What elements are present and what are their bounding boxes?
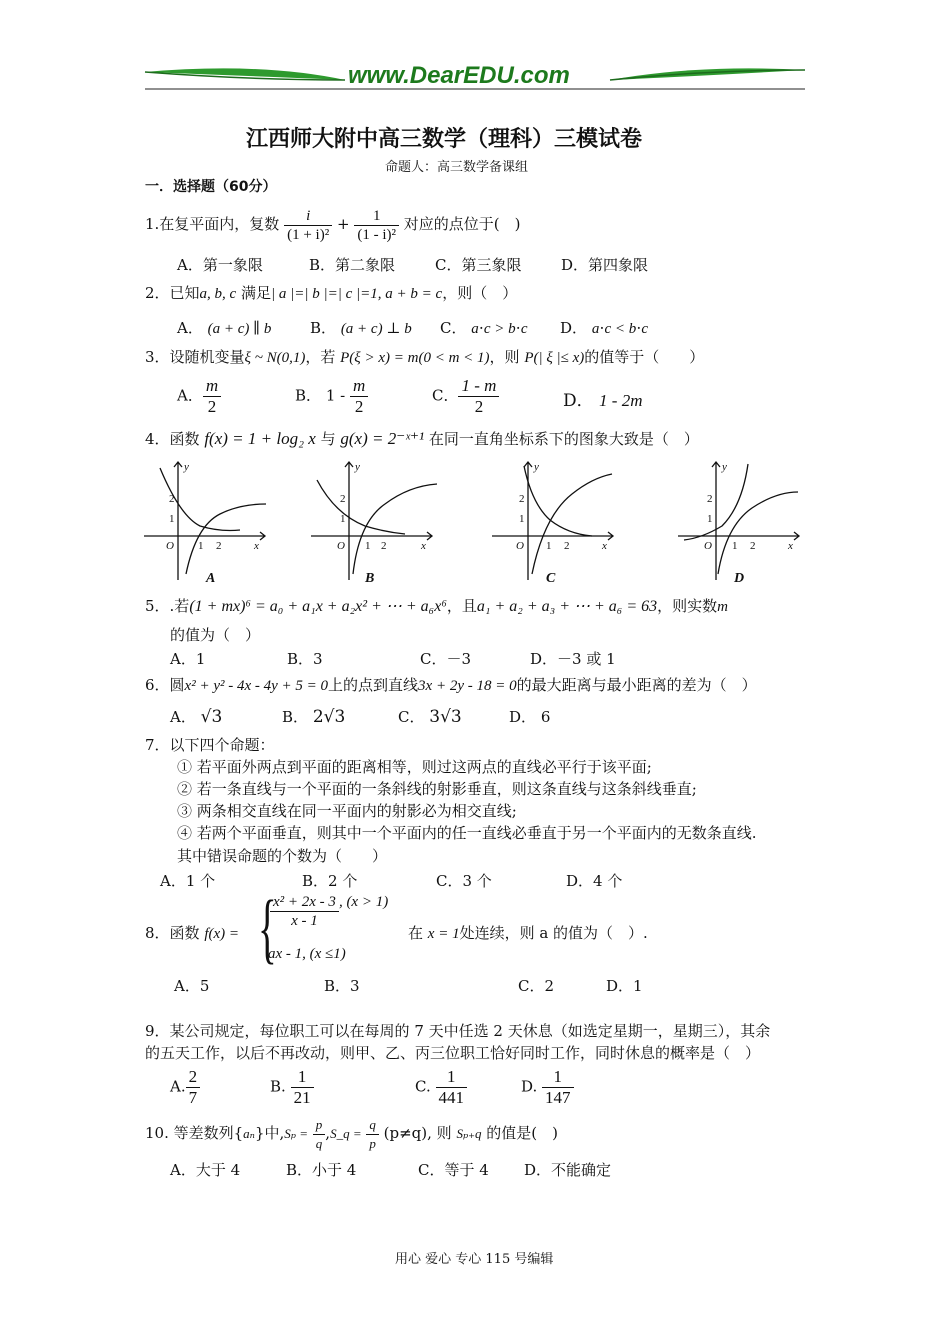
graph-c-tick-x1: 1 <box>546 540 552 552</box>
q8-case-2: ax - 1, (x ≤1) <box>268 946 346 962</box>
q8-f: f(x) = <box>204 926 240 942</box>
q8-option-a: A．5 <box>174 977 210 995</box>
q4-suffix: 在同一直角坐标系下的图象大致是（ ） <box>428 430 699 448</box>
page-footer: 用心 爱心 专心 115 号编辑 <box>395 1252 554 1267</box>
q7-stem: 7．以下四个命题： <box>145 736 275 754</box>
q2-option-d-expr: a⋅c < b⋅c <box>591 321 649 337</box>
q4-g: g(x) = 2⁻ˣ⁺¹ <box>340 429 425 448</box>
q9-option-b-label: B. <box>270 1077 286 1096</box>
q7-item-2: ② 若一条直线与一个平面的一条斜线的射影垂直，则这条直线与这条斜线垂直; <box>177 780 697 798</box>
q2-option-a-label: A． <box>177 319 203 337</box>
q9-option-c <box>415 1067 467 1108</box>
q5-var: m <box>717 599 728 615</box>
graph-a <box>140 456 280 588</box>
graph-d-letter: D <box>734 571 745 586</box>
q6-option-c-label: C． <box>398 708 425 726</box>
q8-point: x = 1 <box>427 926 460 942</box>
q1-suffix: 对应的点位于( ) <box>403 215 521 233</box>
q6-option-b <box>282 706 345 727</box>
q3-b-num: m <box>350 376 368 397</box>
q2-prefix: 2．已知 <box>145 284 200 302</box>
q9-option-c-label: C. <box>415 1077 431 1096</box>
q5-option-b: B．3 <box>287 650 323 668</box>
q5-option-d: D．－3 或 1 <box>530 650 616 668</box>
graph-d-tick-y2: 2 <box>707 493 713 505</box>
q4-mid: 与 <box>320 430 336 448</box>
graph-b <box>305 456 445 588</box>
q6-option-a-expr: √3 <box>200 707 223 727</box>
q1-f2-den: (1 - i)² <box>357 226 397 243</box>
q8-option-b: B．3 <box>324 977 360 995</box>
q8-suffix-group <box>408 922 648 943</box>
q10-option-c: C．等于 4 <box>418 1161 489 1179</box>
q9-option-a-label: A. <box>170 1077 186 1096</box>
q10-cond: (p≠q), 则 <box>383 1124 452 1142</box>
q6-prefix: 6．圆 <box>145 676 185 694</box>
q3-option-a-frac <box>203 376 221 417</box>
question-10 <box>145 1114 558 1153</box>
graph-c-x-label: x <box>602 540 607 552</box>
q9-line-2: 的五天工作，以后不再改动，则甲、乙、丙三位职工恰好同时工作，同时休息的概率是（ ） <box>145 1044 761 1062</box>
q10-prefix: 10. 等差数列{ <box>145 1124 244 1142</box>
q9-option-d-label: D. <box>521 1077 538 1096</box>
q2-suffix: ，则（ ） <box>442 284 518 302</box>
q10-sp-num: p <box>313 1116 326 1135</box>
question-4 <box>145 428 699 449</box>
q6-option-c-expr: 3√3 <box>429 707 462 727</box>
q10-sq-num: q <box>366 1116 379 1135</box>
section-heading: 一．选择题（60分） <box>145 179 277 195</box>
question-1 <box>145 200 521 248</box>
q3-mid: ，若 <box>305 348 336 366</box>
graph-d-tick-y1: 1 <box>707 513 713 525</box>
graph-c-tick-y1: 1 <box>519 513 525 525</box>
graph-a-y-label: y <box>184 461 189 473</box>
q5-expr: (1 + mx)⁶ = a₀ + a₁x + a₂x² + ⋯ + a₆x⁶ <box>189 598 447 615</box>
q9-a-num: 2 <box>186 1067 201 1088</box>
q8-option-d: D．1 <box>606 977 643 995</box>
q9-b-num: 1 <box>291 1067 314 1088</box>
q3-option-b-label: B． <box>295 386 322 405</box>
q2-option-b <box>310 317 412 338</box>
graph-a-tick-y2: 2 <box>169 493 175 505</box>
q9-a-den: 7 <box>188 1088 198 1107</box>
q2-vars: a, b, c <box>199 286 237 302</box>
q5-prefix: 5．.若 <box>145 597 190 615</box>
q1-option-a: A．第一象限 <box>177 256 263 274</box>
graph-b-letter: B <box>365 571 375 586</box>
q8-mid: 在 <box>408 924 424 942</box>
q9-option-d <box>521 1067 574 1108</box>
q3-b-den: 2 <box>354 397 364 416</box>
q5-mid: ，且 <box>446 597 477 615</box>
q3-suffix: 的值等于（ ） <box>584 348 705 366</box>
graph-c-tick-y2: 2 <box>519 493 525 505</box>
q3-option-d <box>563 386 643 411</box>
q6-line: 3x + 2y - 18 = 0 <box>418 678 517 694</box>
graph-b-tick-x2: 2 <box>381 540 387 552</box>
graph-d-tick-x2: 2 <box>750 540 756 552</box>
q1-f2-num: 1 <box>354 207 399 226</box>
graph-a-tick-x2: 2 <box>216 540 222 552</box>
q2-option-d-label: D． <box>560 319 588 337</box>
q1-plus: + <box>337 215 350 233</box>
q10-option-b: B．小于 4 <box>286 1161 357 1179</box>
q1-f1-den: (1 + i)² <box>287 226 330 243</box>
q3-cond: P(ξ > x) = m(0 < m < 1) <box>340 350 490 366</box>
graph-a-letter: A <box>206 571 216 586</box>
q8-prefix: 8．函数 <box>145 924 200 942</box>
q3-a-den: 2 <box>207 397 217 416</box>
q6-option-b-expr: 2√3 <box>312 707 346 727</box>
q9-option-c-frac <box>436 1067 468 1108</box>
q3-option-a-label: A． <box>177 386 203 405</box>
q10-option-d: D．不能确定 <box>524 1161 612 1179</box>
q10-sq-frac <box>366 1116 379 1153</box>
q3-mid2: ，则 <box>489 348 520 366</box>
graph-b-tick-y1: 1 <box>340 513 346 525</box>
q6-option-b-label: B． <box>282 708 309 726</box>
q6-suffix: 的最大距离与最小距离的差为（ ） <box>516 676 757 694</box>
q10-comma: , <box>325 1124 331 1142</box>
q5-line2: 的值为（ ） <box>170 626 261 644</box>
q9-c-den: 441 <box>438 1088 464 1107</box>
q9-d-num: 1 <box>542 1067 574 1088</box>
q3-option-d-expr: 1 - 2m <box>599 391 643 410</box>
graph-d-origin: O <box>704 540 712 552</box>
page-title: 江西师大附中高三数学（理科）三模试卷 <box>246 127 643 152</box>
q2-option-c-label: C． <box>440 319 467 337</box>
q7-ask: 其中错误命题的个数为（ ） <box>177 847 388 865</box>
graph-c-tick-x2: 2 <box>564 540 570 552</box>
graph-c <box>488 456 628 588</box>
graph-d-tick-x1: 1 <box>732 540 738 552</box>
q9-option-a-frac <box>186 1067 201 1108</box>
q1-prefix: 1.在复平面内，复数 <box>145 215 280 233</box>
q8-brace: { <box>258 884 277 971</box>
q8-case1-den: x - 1 <box>291 913 318 929</box>
q10-suffix: 的值是( ) <box>486 1124 559 1142</box>
q9-option-b-frac <box>291 1067 314 1108</box>
q2-option-b-label: B． <box>310 319 337 337</box>
graph-a-tick-x1: 1 <box>198 540 204 552</box>
q10-mid: }中, <box>254 1124 285 1142</box>
q9-option-d-frac <box>542 1067 574 1108</box>
q2-option-a-expr: (a + c) ∥ b <box>207 321 272 337</box>
q3-option-b <box>295 376 368 417</box>
q8-case1-num: x² + 2x - 3 <box>270 893 339 912</box>
q7-item-3: ③ 两条相交直线在同一平面内的射影必为相交直线; <box>177 802 517 820</box>
q6-option-a-label: A． <box>170 708 196 726</box>
q7-item-4: ④ 若两个平面垂直，则其中一个平面内的任一直线必垂直于另一个平面内的无数条直线. <box>177 824 757 842</box>
graph-b-x-label: x <box>421 540 426 552</box>
q8-case1-cond: , (x > 1) <box>338 893 389 910</box>
q10-sq: S_q = <box>330 1126 362 1141</box>
q6-option-d <box>509 706 550 727</box>
q10-sp: Sₚ = <box>284 1126 308 1141</box>
q2-cond-label: 满足 <box>241 284 272 302</box>
q8-case-1 <box>270 893 388 930</box>
q2-option-c-expr: a⋅c > b⋅c <box>471 321 528 337</box>
q1-option-d: D．第四象限 <box>561 256 649 274</box>
q3-option-a <box>177 376 221 417</box>
q6-option-d-label: D． <box>509 708 537 726</box>
q8-prefix-group <box>145 922 239 943</box>
graph-c-origin: O <box>516 540 524 552</box>
q5-option-a: A．1 <box>170 650 206 668</box>
graph-a-origin: O <box>166 540 174 552</box>
graph-d-x-label: x <box>788 540 793 552</box>
q8-option-c: C．2 <box>518 977 555 995</box>
q9-line-1: 9．某公司规定，每位职工可以在每周的 7 天中任选 2 天休息（如选定星期一，星期三），其余 <box>145 1022 771 1040</box>
graph-c-y-label: y <box>534 461 539 473</box>
site-logo-text: www.DearEDU.com <box>348 62 570 89</box>
q3-a-num: m <box>203 376 221 397</box>
q1-fraction-2 <box>354 207 399 244</box>
q7-item-1: ① 若平面外两点到平面的距离相等，则过这两点的直线必平行于该平面; <box>177 758 652 776</box>
q4-prefix: 4．函数 <box>145 430 200 448</box>
q7-option-a: A．1 个 <box>160 872 216 890</box>
q1-fraction-1 <box>284 207 332 244</box>
q10-sq-den: p <box>369 1135 376 1151</box>
q1-f1-num: i <box>284 207 332 226</box>
q6-mid: 上的点到直线 <box>328 676 419 694</box>
q9-option-b <box>270 1067 314 1108</box>
q6-option-d-expr: 6 <box>540 708 551 726</box>
q10-sp-frac <box>313 1116 326 1153</box>
q3-option-d-label: D． <box>563 391 594 411</box>
q2-option-b-expr: (a + c) ⊥ b <box>340 321 412 337</box>
q3-b-pre: 1 - <box>325 386 346 405</box>
question-5 <box>145 595 728 616</box>
q6-option-a <box>170 706 222 727</box>
q2-cond: | a |=| b |=| c |=1, a + b = c <box>271 286 443 302</box>
graph-b-y-label: y <box>355 461 360 473</box>
q3-option-c-frac <box>458 376 499 417</box>
q5-cond: a₁ + a₂ + a₃ + ⋯ + a₆ = 63 <box>476 598 658 615</box>
q9-c-num: 1 <box>436 1067 468 1088</box>
q3-dist: ξ ~ N(0,1) <box>244 350 306 366</box>
q2-option-a <box>177 317 271 338</box>
q5-option-c: C．－3 <box>420 650 472 668</box>
q1-option-c: C．第三象限 <box>435 256 522 274</box>
q3-target: P(| ξ |≤ x) <box>524 350 585 366</box>
question-3 <box>145 346 704 367</box>
q6-option-c <box>398 706 462 727</box>
q2-option-d <box>560 317 648 338</box>
q9-b-den: 21 <box>293 1088 311 1107</box>
q7-option-d: D．4 个 <box>566 872 623 890</box>
q10-an: aₙ <box>243 1126 255 1141</box>
q5-suffix: ，则实数 <box>657 597 718 615</box>
graph-b-tick-y2: 2 <box>340 493 346 505</box>
graph-d <box>672 456 812 588</box>
q7-option-c: C．3 个 <box>436 872 492 890</box>
q8-case1-frac <box>270 893 339 930</box>
q3-option-c-label: C． <box>432 386 459 405</box>
q3-c-den: 2 <box>474 397 484 416</box>
q7-option-b: B．2 个 <box>302 872 358 890</box>
q3-c-num: 1 - m <box>458 376 499 397</box>
q3-prefix: 3．设随机变量 <box>145 348 245 366</box>
graph-d-y-label: y <box>722 461 727 473</box>
question-6 <box>145 674 757 695</box>
graph-a-x-label: x <box>254 540 259 552</box>
graph-b-origin: O <box>337 540 345 552</box>
graph-b-tick-x1: 1 <box>365 540 371 552</box>
q10-sp-den: q <box>315 1135 323 1151</box>
graph-a-tick-y1: 1 <box>169 513 175 525</box>
q10-target: Sₚ₊q <box>456 1126 482 1141</box>
q3-option-c <box>432 376 499 417</box>
q9-d-den: 147 <box>545 1088 571 1107</box>
q10-option-a: A．大于 4 <box>170 1161 241 1179</box>
q1-option-b: B．第二象限 <box>309 256 396 274</box>
q8-suffix: 处连续，则 a 的值为（ ）. <box>459 924 648 942</box>
q6-circle: x² + y² - 4x - 4y + 5 = 0 <box>184 678 329 694</box>
q3-option-b-frac <box>350 376 368 417</box>
question-2 <box>145 282 517 303</box>
q9-option-a <box>170 1067 200 1108</box>
q2-option-c <box>440 317 527 338</box>
q4-f: f(x) = 1 + log₂ x <box>204 429 316 448</box>
graph-c-letter: C <box>546 571 556 586</box>
author-line: 命题人：高三数学备课组 <box>385 160 529 175</box>
